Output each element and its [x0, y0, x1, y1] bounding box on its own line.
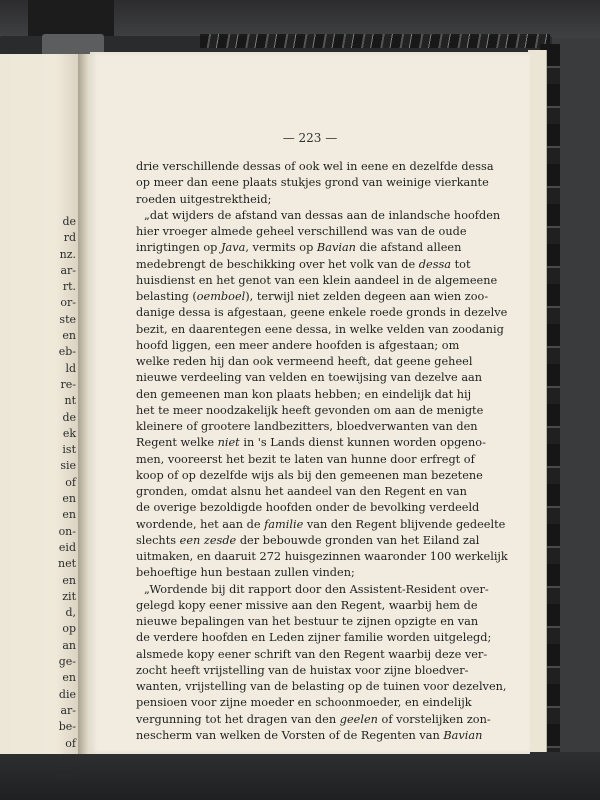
text-line	[136, 712, 491, 728]
text-line	[136, 614, 479, 630]
text-line	[136, 500, 480, 516]
text-run: men, vooreerst het bezit te laten van hunne door erfregt of	[136, 452, 475, 466]
left-page-text-fragments	[36, 214, 76, 784]
text-run: slechts	[136, 533, 180, 547]
left-page-fragment: be-	[58, 720, 76, 734]
text-run: der bebouwde gronden van het Eiland zal	[236, 533, 480, 547]
text-run: wordende, het aan de	[136, 517, 265, 531]
text-run: koop of op dezelfde wijs als bij den gemeenen man bezetene	[136, 468, 483, 482]
text-run: nieuwe bepalingen van het bestuur te zijnen opzigte en van	[136, 615, 479, 628]
left-page-fragment: sie	[60, 459, 76, 473]
left-page-fragment: an	[62, 638, 76, 652]
text-line	[136, 549, 508, 565]
text-line	[136, 240, 462, 256]
left-page-fragment: rd	[63, 231, 76, 245]
left-page-fragment: ge-	[58, 655, 76, 669]
text-run: drie verschillende dessas of ook wel in eene en dezelfde dessa	[136, 160, 494, 173]
italic-text: Java	[220, 241, 246, 255]
left-page-fragment: net	[57, 557, 76, 571]
text-run: vergunning tot het dragen van den	[136, 712, 340, 726]
left-page-fragment: of	[65, 475, 76, 489]
left-page-fragment: ste	[59, 312, 76, 326]
italic-text: oemboel	[196, 290, 246, 303]
text-run: , vermits op	[245, 241, 317, 255]
text-line	[136, 647, 488, 663]
left-page-fragment: de	[62, 215, 76, 228]
backdrop-bottom	[0, 752, 600, 800]
text-run: nescherm van welken de Vorsten of de Regenten van	[136, 728, 444, 742]
left-page-fragment: ist	[62, 443, 76, 457]
left-page-fragment: de	[62, 410, 76, 424]
text-run: van den Regent blijvende gedeelte	[303, 517, 506, 531]
text-run: het te meer noodzakelijk heeft gevonden om aan de menigte	[136, 403, 484, 417]
text-line	[136, 192, 447, 208]
page-number: — 223 —	[282, 131, 338, 145]
text-run: hoofd liggen, een meer andere hoofden is afgestaan; om	[136, 338, 460, 352]
left-page-fragment: rt.	[62, 280, 76, 294]
text-line	[136, 598, 478, 614]
left-page-fragment: nd	[61, 752, 76, 766]
page-stack-edge	[528, 50, 547, 752]
text-run: huisdienst en het genot van een klein aandeel in de algemeene	[136, 273, 498, 287]
left-page-fragment: op	[62, 622, 76, 636]
text-run: die afstand alleen	[355, 241, 462, 255]
text-run: belasting (	[136, 290, 197, 303]
left-page-fragment: on-	[58, 524, 76, 538]
text-run: in 's Lands dienst kunnen worden opgeno-	[239, 436, 486, 450]
text-line	[136, 517, 506, 533]
text-run: bezit, en daarentegen eene dessa, in welke velden van zoodanig	[136, 322, 504, 336]
left-page-fragment: d,	[65, 606, 76, 620]
text-run: inrigtingen op	[136, 241, 221, 255]
text-line	[136, 419, 478, 435]
left-page-fragment: or-	[60, 296, 76, 310]
left-page-fragment: gen	[55, 769, 76, 783]
left-page-fragment: die	[58, 687, 76, 701]
page-body-text	[136, 159, 508, 744]
text-run: alsmede kopy eener schrift van den Regent waarbij deze ver-	[136, 647, 488, 661]
text-run: „dat wijders de afstand van dessas aan de inlandsche hoofden	[144, 208, 501, 222]
text-line	[136, 322, 504, 338]
text-run: uitmaken, en daaruit 272 huisgezinnen waaronder 100 werkelijk	[136, 550, 508, 563]
text-line	[136, 468, 483, 484]
left-page-fragment: eb-	[58, 345, 76, 359]
text-line	[136, 159, 494, 175]
text-run: hier vroeger almede geheel verschillend was van de oude	[136, 225, 467, 238]
text-run: danige dessa is afgestaan, geene enkele roede gronds in dezelve	[136, 306, 508, 320]
text-line	[136, 370, 483, 386]
text-run: Regent welke	[136, 436, 218, 450]
left-page-fragment: ld	[65, 361, 76, 375]
italic-text: Bavian	[316, 241, 356, 255]
text-line	[136, 435, 486, 451]
left-page-fragment: en	[62, 508, 76, 522]
text-line	[136, 728, 483, 744]
left-page-fragment: en	[62, 492, 76, 506]
text-line	[136, 663, 469, 679]
text-line	[136, 484, 467, 500]
text-run: roeden uitgestrektheid;	[136, 192, 272, 206]
text-line	[136, 582, 489, 598]
text-line	[136, 565, 447, 581]
text-line	[136, 354, 473, 370]
left-page-fragment: nz.	[59, 247, 76, 261]
text-line	[136, 273, 498, 289]
text-line	[136, 452, 475, 468]
left-page-fragment: of	[65, 736, 76, 750]
text-run: gronden, omdat alsnu het aandeel van den Regent en van	[136, 485, 467, 498]
text-run: gelegd kopy eener missive aan den Regent, waarbij hem de	[136, 598, 478, 612]
left-page-fragment: nt	[64, 394, 76, 408]
text-run: ), terwijl niet zelden degeen aan wien zoo-	[245, 290, 489, 303]
left-page-fragment: en	[62, 671, 76, 685]
left-page-fragment: ek	[62, 426, 76, 440]
text-line	[136, 305, 508, 321]
text-line	[136, 630, 492, 646]
text-run: den gemeenen man kon plaats hebben; en eindelijk dat hij	[136, 387, 472, 401]
italic-text: familie	[264, 517, 304, 531]
italic-text: een zesde	[179, 533, 237, 547]
left-page-fragment: en	[62, 329, 76, 343]
text-line	[136, 208, 501, 224]
left-page	[0, 54, 80, 783]
text-run: medebrengt de beschikking over het volk van de	[136, 257, 419, 271]
left-page-fragment: ar-	[60, 703, 76, 717]
text-run: welke reden hij dan ook vermeend heeft, dat geene geheel	[136, 355, 473, 368]
left-page-fragment: eid	[58, 540, 76, 554]
text-line	[136, 387, 472, 403]
italic-text: dessa	[418, 257, 452, 271]
left-page-fragment: en	[62, 573, 76, 587]
left-page-fragment: ar-	[60, 263, 76, 277]
text-line	[136, 679, 507, 695]
text-run: pensioen voor zijne moeder en schoonmoeder, en eindelijk	[136, 696, 472, 710]
text-run: de overige bezoldigde hoofden onder de bevolking verdeeld	[136, 501, 480, 515]
text-line	[136, 289, 489, 305]
text-run: de verdere hoofden en Leden zijner familie worden uitgelegd;	[136, 631, 492, 645]
text-run: tot	[451, 257, 471, 271]
left-page-fragment: re-	[60, 377, 76, 391]
text-line	[136, 695, 472, 711]
text-line	[136, 338, 460, 354]
italic-text: niet	[217, 436, 240, 450]
text-run: op meer dan eene plaats stukjes grond van weinige vierkante	[136, 176, 489, 190]
text-run: „Wordende bij dit rapport door den Assistent-Resident over-	[144, 582, 489, 596]
text-line	[136, 533, 480, 549]
italic-text: Bavian	[443, 728, 483, 742]
left-page-fragment: zit	[62, 589, 76, 603]
marbled-cover-edge	[200, 34, 550, 48]
text-run: of vorstelijken zon-	[377, 712, 491, 726]
text-run: zocht heeft vrijstelling van de huistax voor zijne bloedver-	[136, 663, 469, 677]
italic-text: geelen	[339, 712, 378, 726]
text-run: nieuwe verdeeling van velden en toewijsing van dezelve aan	[136, 371, 483, 385]
text-run: wanten, vrijstelling van de belasting op de tuinen voor dezelven,	[136, 680, 507, 693]
text-line	[136, 175, 489, 191]
text-run: behoeftige hun bestaan zullen vinden;	[136, 566, 355, 580]
text-line	[136, 403, 484, 419]
text-line	[136, 257, 471, 273]
text-run: kleinere of grootere landbezitters, bloedverwanten van den	[136, 420, 478, 433]
text-line	[136, 224, 467, 240]
